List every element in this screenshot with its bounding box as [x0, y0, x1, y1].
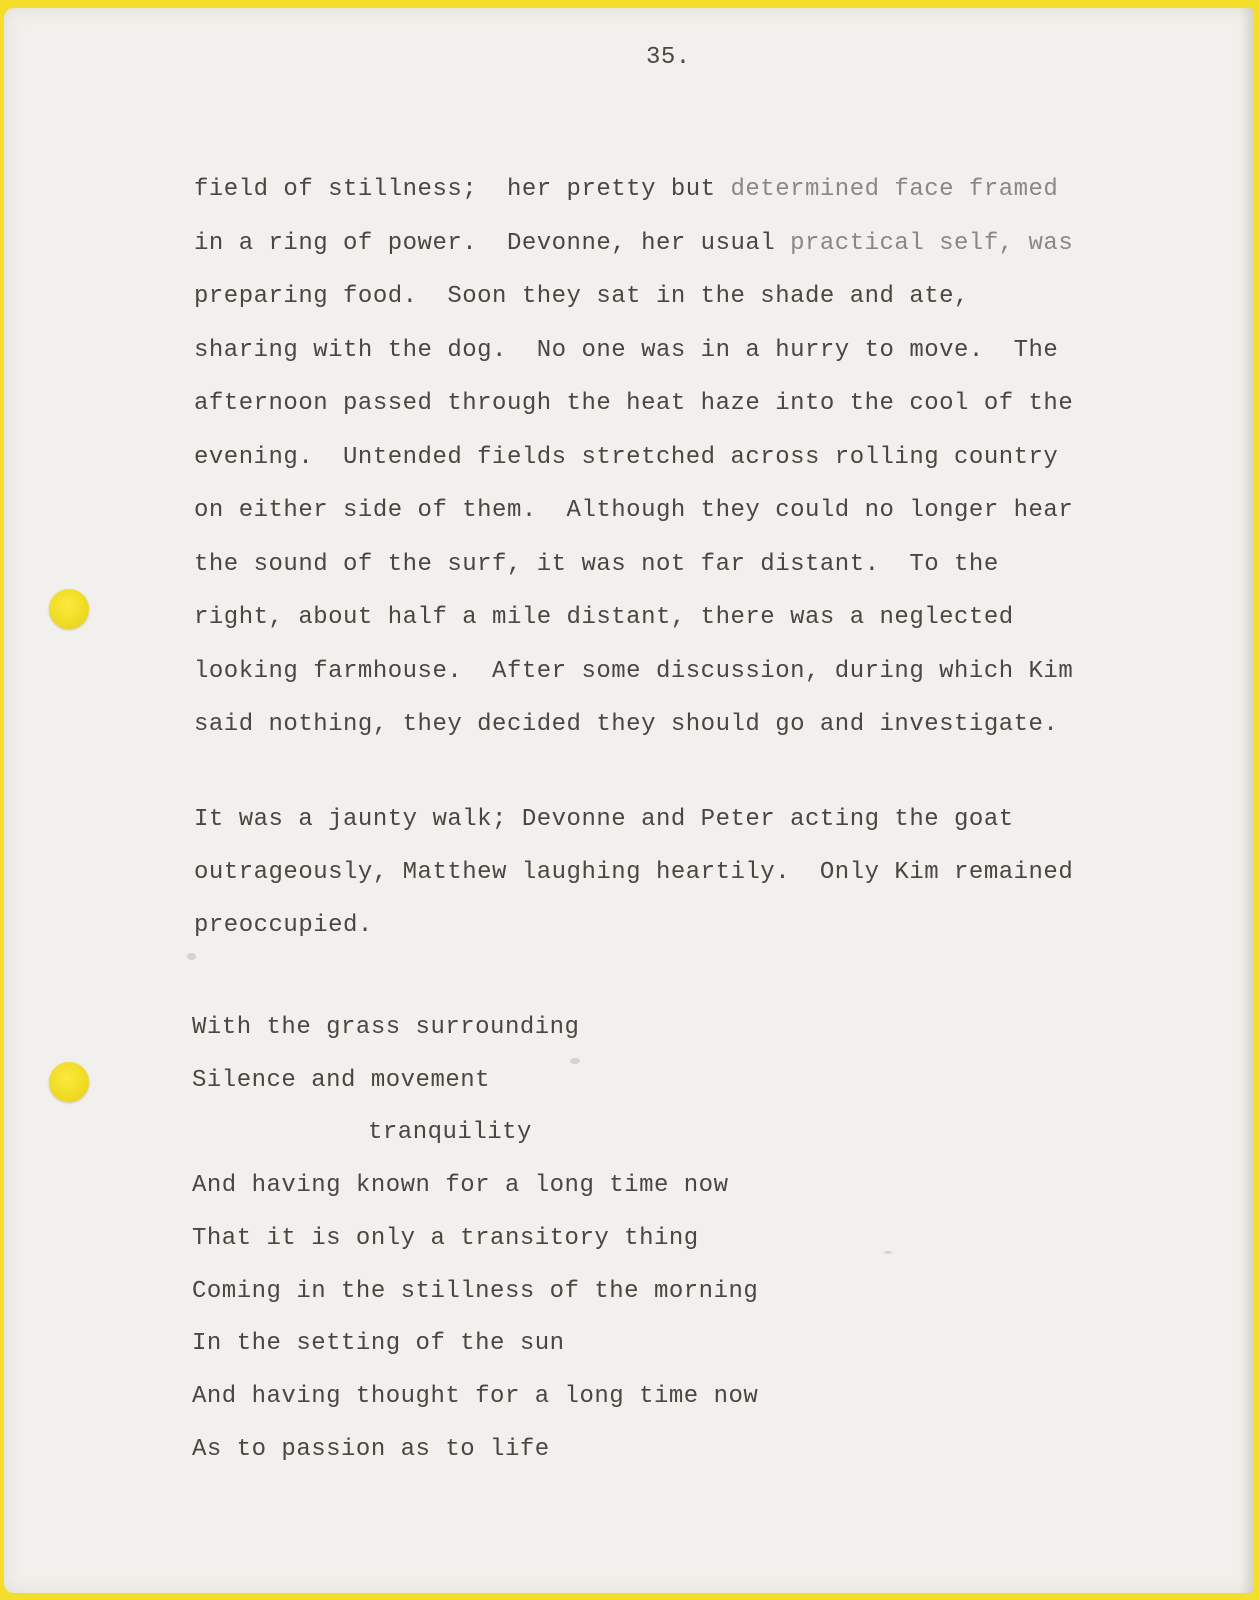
poem-line: And having thought for a long time now — [192, 1382, 759, 1410]
paragraph-1 — [194, 163, 1073, 752]
poem-line: Silence and movement — [192, 1066, 491, 1094]
text-line: right, about half a mile distant, there was a neglected — [194, 604, 1014, 631]
typed-page — [4, 8, 1254, 1593]
text-line: looking farmhouse. After some discussion, during which Kim — [194, 657, 1074, 685]
text-line: field of stillness; her pretty but determined face framed — [194, 176, 1059, 203]
page-number: 35. — [646, 44, 691, 71]
text-line: on either side of them. Although they could no longer hear — [194, 497, 1074, 524]
text-line: sharing with the dog. No one was in a hurry to move. The — [194, 336, 1059, 364]
paper-speck — [187, 953, 196, 960]
binder-hole-top — [49, 589, 89, 629]
paragraph-2 — [194, 793, 1073, 952]
poem-line: And having known for a long time now — [192, 1172, 729, 1200]
text-line: preparing food. Soon they sat in the shade and ate, — [194, 283, 969, 310]
paper-speck — [884, 1251, 892, 1254]
text-line: afternoon passed through the heat haze into the cool of the — [194, 390, 1074, 417]
text-line: evening. Untended fields stretched across rolling country — [194, 443, 1059, 471]
binder-hole-bottom — [49, 1062, 89, 1102]
text-line: said nothing, they decided they should go and investigate. — [194, 711, 1059, 738]
poem-line-indented: tranquility — [368, 1119, 532, 1147]
poem — [192, 1002, 758, 1476]
text-line: preoccupied. — [194, 912, 373, 939]
poem-line: With the grass surrounding — [192, 1014, 580, 1041]
poem-line: That it is only a transitory thing — [192, 1224, 699, 1252]
text-line: It was a jaunty walk; Devonne and Peter acting the goat — [194, 806, 1014, 833]
text-line: the sound of the surf, it was not far distant. To the — [194, 550, 999, 578]
poem-line: As to passion as to life — [192, 1435, 550, 1463]
text-line: outrageously, Matthew laughing heartily. Only Kim remained — [194, 859, 1074, 886]
text-line: in a ring of power. Devonne, her usual practical self, was — [194, 229, 1074, 257]
poem-line: Coming in the stillness of the morning — [192, 1277, 759, 1305]
poem-line: In the setting of the sun — [192, 1330, 565, 1358]
